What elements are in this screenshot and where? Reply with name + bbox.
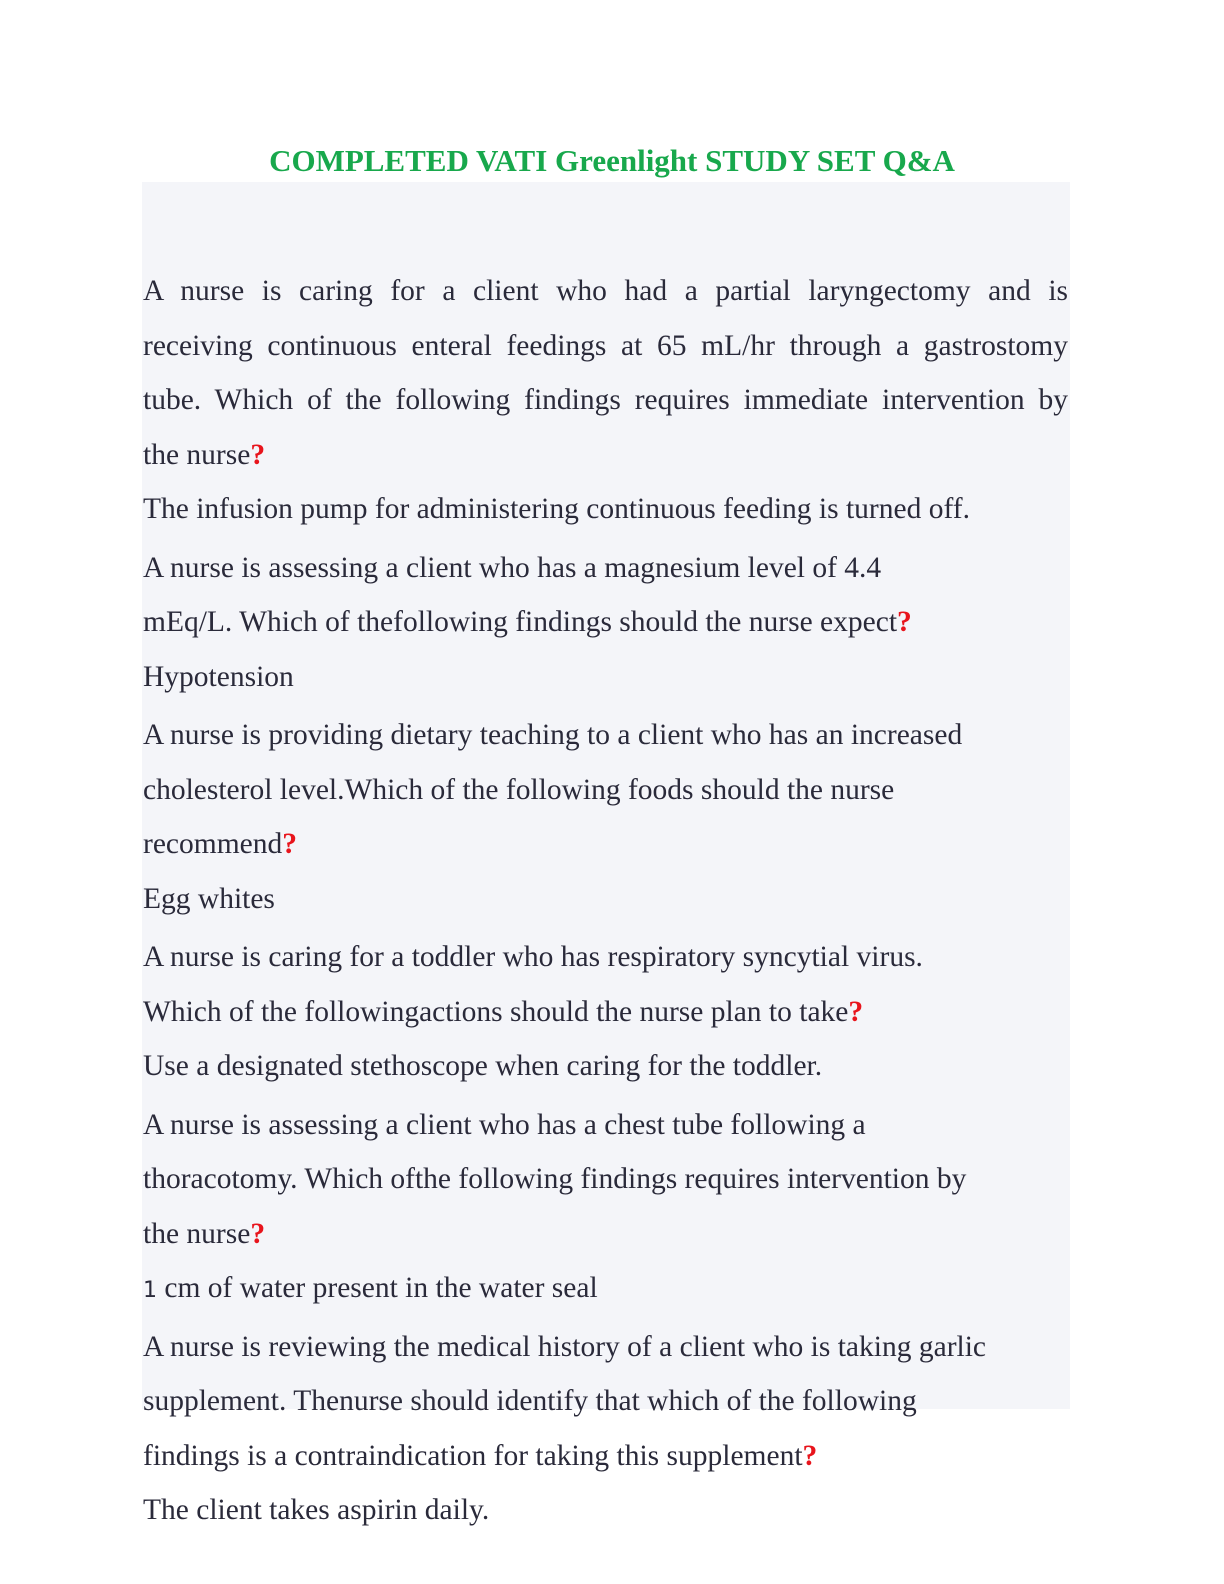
qa-item-5 — [143, 1098, 1068, 1316]
question-mark: ? — [282, 828, 297, 860]
question-line — [143, 1429, 1068, 1484]
question-text: the nurse — [143, 438, 251, 471]
question-mark: ? — [250, 1217, 266, 1250]
answer-text: cm of water present in the water seal — [157, 1272, 598, 1304]
question-line: cholesterol level.Which of the following foods should the nurse — [143, 773, 895, 806]
qa-item-3 — [143, 708, 1068, 926]
answer: Hypotension — [143, 660, 294, 693]
question-line — [143, 985, 1068, 1040]
question-text: Which of the followingactions should the nurse plan to take — [143, 995, 849, 1028]
qa-item-6 — [143, 1320, 1068, 1538]
answer-number: 1 — [143, 1278, 157, 1303]
question-line: A nurse is assessing a client who has a magnesium level of 4.4 — [143, 551, 882, 584]
answer: Egg whites — [143, 882, 275, 915]
question-line — [143, 1207, 1068, 1262]
question-line — [143, 817, 1068, 872]
question-mark: ? — [802, 1439, 818, 1472]
answer: Use a designated stethoscope when caring for the toddler. — [143, 1050, 823, 1082]
answer: The infusion pump for administering continuous feeding is turned off. — [143, 493, 970, 525]
question-line: A nurse is reviewing the medical history of a client who is taking garlic — [143, 1330, 986, 1363]
qa-item-2 — [143, 541, 1068, 705]
question-text: findings is a contraindication for taking this supplement — [143, 1439, 803, 1472]
qa-list — [143, 264, 1068, 1538]
question-line — [143, 595, 1068, 650]
question-line — [143, 428, 1068, 483]
question-mark: ? — [897, 606, 912, 638]
question-text: recommend — [143, 828, 283, 860]
question-line: receiving continuous enteral feedings at 65 mL/hr through a gastrostomy — [143, 329, 1068, 362]
answer: The client takes aspirin daily. — [143, 1494, 490, 1526]
qa-item-4 — [143, 930, 1068, 1094]
question-line: A nurse is providing dietary teaching to a client who has an increased — [143, 719, 963, 751]
question-text: mEq/L. Which of thefollowing findings should the nurse expect — [143, 606, 898, 638]
question-line: thoracotomy. Which ofthe following findings requires intervention by — [143, 1163, 967, 1195]
page-title: COMPLETED VATI Greenlight STUDY SET Q&A — [269, 143, 955, 178]
question-line: tube. Which of the following findings requires immediate intervention by — [143, 384, 1068, 416]
qa-item-1 — [143, 264, 1068, 537]
question-line: A nurse is caring for a client who had a partial laryngectomy and is — [143, 275, 1068, 307]
question-line: A nurse is caring for a toddler who has respiratory syncytial virus. — [143, 941, 923, 973]
answer — [143, 1261, 1068, 1316]
question-line: supplement. Thenurse should identify that which of the following — [143, 1385, 917, 1417]
question-mark: ? — [848, 995, 864, 1028]
question-mark: ? — [250, 438, 266, 471]
question-text: the nurse — [143, 1217, 251, 1250]
question-line: A nurse is assessing a client who has a chest tube following a — [143, 1108, 866, 1141]
